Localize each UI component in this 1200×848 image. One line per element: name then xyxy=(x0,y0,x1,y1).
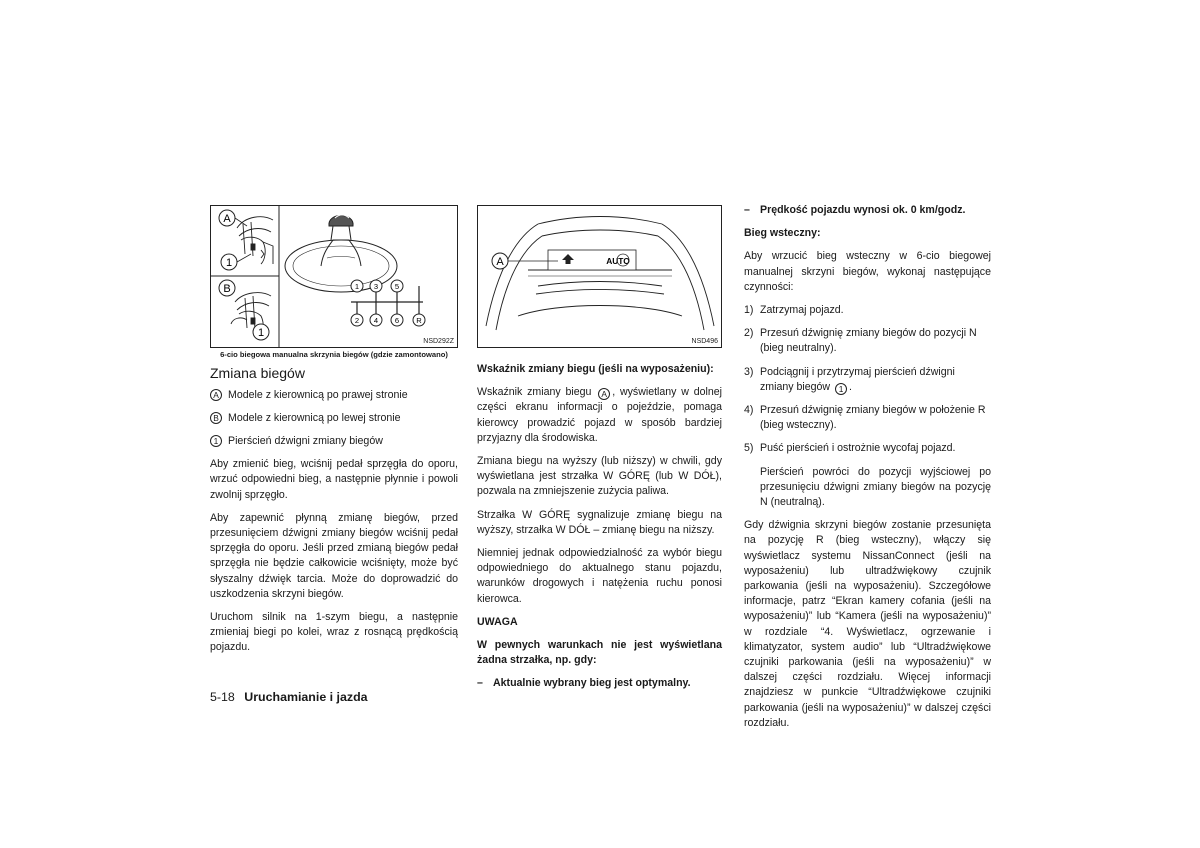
gear-position-R xyxy=(413,314,425,326)
gear-position-5 xyxy=(391,280,403,292)
svg-text:R: R xyxy=(416,316,422,325)
instrument-cluster-illustration xyxy=(478,206,721,347)
svg-text:1: 1 xyxy=(225,257,233,269)
dash-list-item: – Prędkość pojazdu wynosi ok. 0 km/godz. xyxy=(744,204,966,216)
svg-text:1: 1 xyxy=(257,327,265,339)
svg-text:3: 3 xyxy=(373,282,379,291)
paragraph: Aby zapewnić płynną zmianę biegów, przed przesunięciem dźwigni zmiany biegów wciśnij pedał sprzęgła do oporu. Jeśli przed zmianą biegów pedał sprzęgła nie będzie całkowicie wciśnięty, może być słyszalny dźwięk tarcia. Może do doprowadzić do uszkodzenia skrzyni biegów. xyxy=(210,511,458,600)
step-note: Pierścień powróci do pozycji wyjściowej po przesunięciu dźwigni zmiany biegów na pozycję N (neutralną). xyxy=(760,465,991,509)
gear-position-6 xyxy=(391,314,403,326)
paragraph: Wskaźnik zmiany biegu A , wyświetlany w dolnej części ekranu informacji o pojeździe, pomaga kierowcy prowadzić pojazd w sposób bardziej przyjazny dla środowiska. xyxy=(477,386,723,444)
paragraph: Aby zmienić bieg, wciśnij pedał sprzęgła do oporu, wrzuć odpowiedni bieg, a następnie płynnie i powoli zwolnij sprzęgło. xyxy=(210,458,458,501)
svg-text:B: B xyxy=(223,283,231,295)
middle-column xyxy=(477,205,722,700)
step-item: 5) Puść pierścień i ostrożnie wycofaj pojazd. xyxy=(744,442,956,455)
shift-indicator-figure xyxy=(477,205,722,348)
figure-caption: 6-cio biegowa manualna skrzynia biegów (gdzie zamontowano) xyxy=(220,350,448,359)
legend-item-a xyxy=(210,388,458,403)
svg-text:5: 5 xyxy=(394,282,400,291)
dash-list-item: – Aktualnie wybrany bieg jest optymalny. xyxy=(477,677,691,690)
paragraph: Uruchom silnik na 1-szym biegu, a następnie zmieniaj biegi po kolei, wraz z rosnącą prędkością pojazdu. xyxy=(210,611,458,654)
right-column xyxy=(744,203,991,739)
gearshift-illustration xyxy=(211,206,457,347)
step-item: 1) Zatrzymaj pojazd. xyxy=(744,304,844,317)
step-item: 3) Podciągnij i przytrzymaj pierścień dźwigni zmiany biegów 1 . xyxy=(744,365,955,394)
subsection-heading: Bieg wsteczny: xyxy=(744,227,821,240)
page-number: 5-18 xyxy=(210,690,235,704)
legend-text: Modele z kierownicą po prawej stronie xyxy=(228,388,408,401)
marker-1: 1 xyxy=(835,383,847,395)
paragraph: Aby wrzucić bieg wsteczny w 6-cio biegowej manualnej skrzyni biegów, wykonaj następujące czynności: xyxy=(744,250,991,293)
subsection-heading: Wskaźnik zmiany biegu (jeśli na wyposażeniu): xyxy=(477,363,714,375)
legend-item-1 xyxy=(210,434,458,449)
label-a-marker xyxy=(492,253,508,269)
step-item: 2) Przesuń dźwignię zmiany biegów do pozycji N (bieg neutralny). xyxy=(744,327,977,355)
marker-a: A xyxy=(598,388,610,400)
marker-b: B xyxy=(210,412,222,424)
svg-text:6: 6 xyxy=(394,316,400,325)
label-a-marker xyxy=(219,210,235,226)
auto-display-text: AUTO xyxy=(606,256,630,266)
gear-position-4 xyxy=(370,314,382,326)
note-heading: UWAGA xyxy=(477,615,518,628)
paragraph: Zmiana biegu na wyższy (lub niższy) w chwili, gdy wyświetlana jest strzałka W GÓRĘ (lub W DÓŁ), pozwala na zmniejszenie zużycia paliwa. xyxy=(477,455,722,498)
paragraph: Strzałka W GÓRĘ sygnalizuje zmianę biegu na wyższy, strzałka W DÓŁ – zmianę biegu na niższy. xyxy=(477,508,722,536)
gearshift-figure xyxy=(210,205,458,348)
svg-text:A: A xyxy=(223,213,231,225)
section-title: Zmiana biegów xyxy=(210,364,305,381)
label-b-marker xyxy=(219,280,235,296)
figure-code: NSD496 xyxy=(691,338,718,345)
marker-a: A xyxy=(210,389,222,401)
paragraph: Gdy dźwignia skrzyni biegów zostanie przesunięta na pozycję R (bieg wsteczny), włączy się wyświetlacz systemu NissanConnect (jeśli na wyposażeniu) lub ultradźwiękowy czujnik parkowania (jeśli na wyposażeniu). Szczegółowe informacje, patrz “Ekran kamery cofania (jeśli na wyposażeniu)” lub “Kamera (jeśli na wyposażeniu)” w rozdziale “4. Wyświetlacz, ogrzewanie i klimatyzator, system audio” lub “Ultradźwiękowe czujniki parkowania (jeśli na wyposażeniu)” w dalszej części rozdziału. Więcej informacji znajdziesz w punkcie “Ultradźwiękowe czujniki parkowania (jeśli na wyposażeniu)” w dalszej części rozdziału. xyxy=(744,519,991,729)
svg-text:A: A xyxy=(496,256,504,268)
svg-text:1: 1 xyxy=(354,282,360,291)
legend-text: Modele z kierownicą po lewej stronie xyxy=(228,411,401,424)
marker-1: 1 xyxy=(210,435,222,447)
legend-text: Pierścień dźwigni zmiany biegów xyxy=(228,435,383,447)
warning-text: W pewnych warunkach nie jest wyświetlana żadna strzałka, np. gdy: xyxy=(477,639,722,667)
svg-text:4: 4 xyxy=(373,316,379,325)
label-1-bottom-marker xyxy=(253,324,269,340)
legend-item-b xyxy=(210,411,458,426)
figure-code: NSD292Z xyxy=(423,338,454,345)
paragraph: Niemniej jednak odpowiedzialność za wybór biegu odpowiedniego do aktualnego stanu pojazdu, warunków drogowych i natężenia ruchu ponosi kierowca. xyxy=(477,547,722,605)
gear-position-1 xyxy=(351,280,363,292)
step-item: 4) Przesuń dźwignię zmiany biegów w położenie R (bieg wsteczny). xyxy=(744,404,986,432)
gear-position-2 xyxy=(351,314,363,326)
left-column xyxy=(210,205,458,664)
chapter-title: Uruchamianie i jazda xyxy=(244,690,368,704)
gear-position-3 xyxy=(370,280,382,292)
label-1-top-marker xyxy=(221,254,237,270)
page-footer xyxy=(210,689,368,705)
svg-text:2: 2 xyxy=(354,316,360,325)
